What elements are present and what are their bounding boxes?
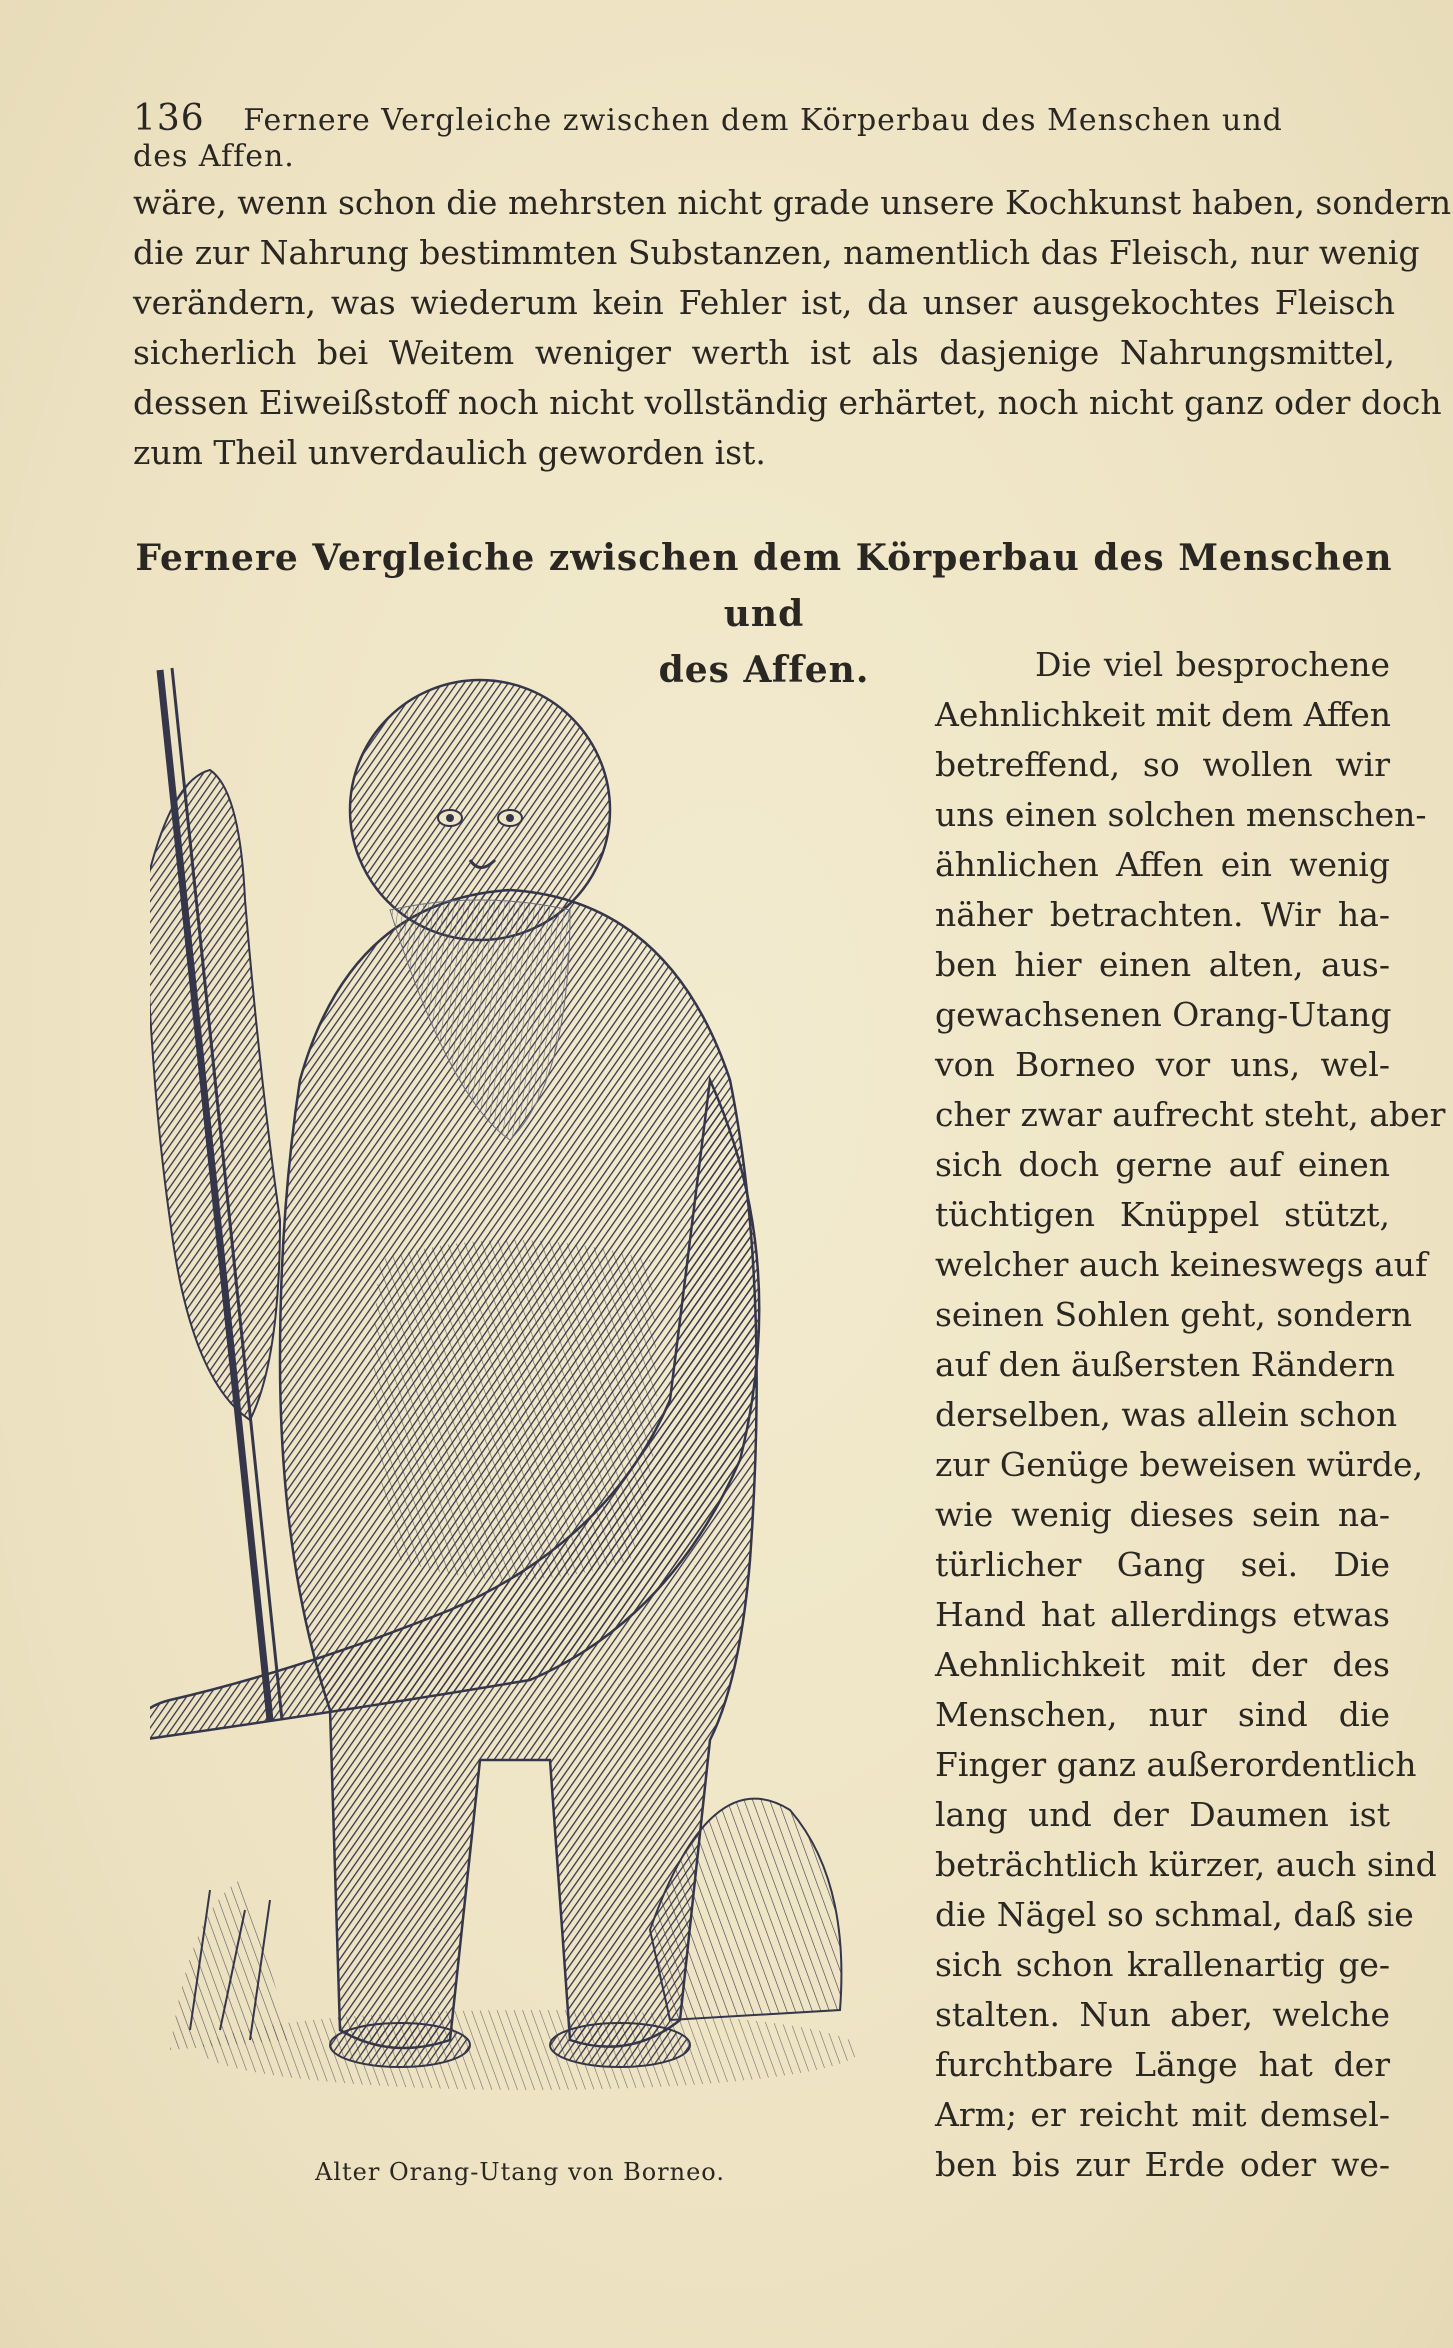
text-line: sich doch gerne auf einen bbox=[935, 1145, 1390, 1184]
running-title: Fernere Vergleiche zwischen dem Körperbau des Menschen und des Affen. bbox=[133, 103, 1283, 174]
text-line: Hand hat allerdings etwas bbox=[935, 1595, 1390, 1634]
raised-arm bbox=[150, 770, 280, 1420]
text-line: türlicher Gang sei. Die bbox=[935, 1545, 1390, 1584]
text-line: auf den äußersten Rändern bbox=[935, 1345, 1395, 1384]
text-line: Menschen, nur sind die bbox=[935, 1695, 1390, 1734]
text-line: wie wenig dieses sein na- bbox=[935, 1495, 1390, 1534]
text-line: gewachsenen Orang-Utang bbox=[935, 995, 1392, 1034]
text-line: cher zwar aufrecht steht, aber bbox=[935, 1095, 1446, 1134]
page-number: 136 bbox=[133, 98, 205, 139]
text-line: uns einen solchen menschen- bbox=[935, 795, 1427, 834]
text-line: verändern, was wiederum kein Fehler ist, da unser ausgekochtes Fleisch bbox=[133, 283, 1395, 322]
top-paragraph bbox=[133, 178, 1452, 478]
text-line: beträchtlich kürzer, auch sind bbox=[935, 1845, 1437, 1884]
running-head bbox=[133, 98, 1333, 174]
text-line: näher betrachten. Wir ha- bbox=[935, 895, 1390, 934]
text-line: ben hier einen alten, aus- bbox=[935, 945, 1390, 984]
text-line: dessen Eiweißstoff noch nicht vollständig erhärtet, noch nicht ganz oder doch bbox=[133, 383, 1442, 422]
section-heading-line: des Affen. bbox=[658, 649, 870, 691]
text-line: Aehnlichkeit mit der des bbox=[935, 1645, 1390, 1684]
figure-caption: Alter Orang-Utang von Borneo. bbox=[315, 2158, 725, 2186]
right-column-text bbox=[935, 640, 1446, 2190]
text-line: die zur Nahrung bestimmten Substanzen, namentlich das Fleisch, nur wenig bbox=[133, 233, 1420, 272]
text-line: betreffend, so wollen wir bbox=[935, 745, 1390, 784]
text-line: derselben, was allein schon bbox=[935, 1395, 1398, 1434]
text-line: lang und der Daumen ist bbox=[935, 1795, 1390, 1834]
text-line: ben bis zur Erde oder we- bbox=[935, 2145, 1390, 2184]
text-line: die Nägel so schmal, daß sie bbox=[935, 1895, 1414, 1934]
text-line: zur Genüge beweisen würde, bbox=[935, 1445, 1424, 1484]
text-line: sicherlich bei Weitem weniger werth ist als dasjenige Nahrungsmittel, bbox=[133, 333, 1395, 372]
orangutan-illustration bbox=[150, 660, 890, 2140]
text-line: welcher auch keineswegs auf bbox=[935, 1245, 1428, 1284]
ground bbox=[170, 1799, 860, 2090]
orangutan-engraving bbox=[150, 660, 890, 2140]
text-line: Finger ganz außerordentlich bbox=[935, 1745, 1417, 1784]
text-line: Aehnlichkeit mit dem Affen bbox=[935, 695, 1392, 734]
text-line: stalten. Nun aber, welche bbox=[935, 1995, 1390, 2034]
text-line: furchtbare Länge hat der bbox=[935, 2045, 1390, 2084]
text-line: wäre, wenn schon die mehrsten nicht grade unsere Kochkunst haben, sondern bbox=[133, 183, 1452, 222]
text-line: zum Theil unverdaulich geworden ist. bbox=[133, 433, 766, 472]
text-line: ähnlichen Affen ein wenig bbox=[935, 845, 1390, 884]
text-line: Die viel besprochene bbox=[1035, 645, 1390, 684]
section-heading-line: Fernere Vergleiche zwischen dem Körperbau des Menschen und bbox=[135, 537, 1393, 635]
text-line: sich schon krallenartig ge- bbox=[935, 1945, 1390, 1984]
text-line: Arm; er reicht mit demsel- bbox=[935, 2095, 1390, 2134]
text-line: tüchtigen Knüppel stützt, bbox=[935, 1195, 1390, 1234]
text-line: von Borneo vor uns, wel- bbox=[935, 1045, 1390, 1084]
text-line: seinen Sohlen geht, sondern bbox=[935, 1295, 1412, 1334]
